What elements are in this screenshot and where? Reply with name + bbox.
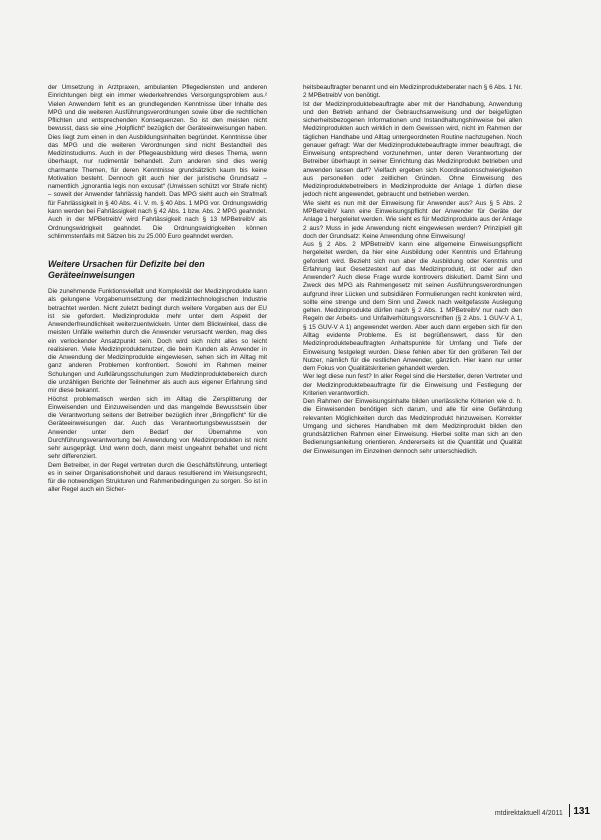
paragraph: Aus § 2 Abs. 2 MPBetreibV kann eine allgemeine Einweisungspflicht hergeleitet werden, da hier eine Ausbildung oder Kenntnis und Erfahrung gefordert wird. Bezieht sich nun aber die Ausbildung oder Kenntnis und Erfahrung laut Gesetzestext auf das Medizinprodukt, ist oder auf den Anwender? Auch diese Frage wurde kontrovers diskutiert. Damit Sinn und Zweck des MPG als Rahmengesetz mit seinen Ausführungsverordnungen aufgrund ihrer Lücken und subsidiären Formulierungen recht konkreten wird, sollte eine strenge und dem Sinn und Zweck nach weitgefasste Auslegung gelten. Medizinprodukte dürfen nach § 2 Abs. 1 MPBetreibV nur nach den Regeln der Arbeits- und Unfallverhütungsvorschriften (§ 2 Abs. 1 GUV-V A 1, § 15 GUV-V A 1) angewendet werden. Aber auch dann ergeben sich für den Alltag evidente Probleme. Es ist begrüßenswert, dass für den Medizinproduktebeauftragten Anhaltspunkte für Umfang und Tiefe der Einweisung festgelegt wurden. Diese fehlen aber für den größeren Teil der Nutzer, nämlich für die restlichen Anwender, gänzlich. Hier kann nur unter dem Fokus von Qualitätskriterien gehandelt werden.: [303, 241, 522, 373]
paragraph: Die zunehmende Funktionsvielfalt und Komplexität der Medizinprodukte kann als gelungene Vorgabenumsetzung der medizintechnologischen Industrie betrachtet werden. Nicht zuletzt bedingt durch weitere Vorgaben aus der EU ist sie gefordert. Medizinprodukte mehr unter dem Aspekt der Anwenderfreundlichkeit weiterzuentwickeln. Unter dem Blickwinkel, dass die meisten Unfälle weiterhin durch die Anwender verursacht werden, mag dies ein verlockender Ansatzpunkt sein. Doch wird sich nicht alles so leicht realisieren. Viele Medizinproduktenutzer, die beim Kunden als Anwender in die Anwendung der Medizinprodukte eingewiesen, sehen sich im Alltag mit ganz anderen Problemen konfrontiert. Sowohl im Rahmen meiner Schulungen und Aufklärungsschulungen zum Medizinproduktebereich durch die unzähligen Berichte der Teilnehmer als auch aus eigener Erfahrung sind mir diese bekannt.: [48, 288, 267, 395]
page-footer: [470, 803, 590, 817]
footer-divider: [569, 804, 571, 817]
right-column: [303, 84, 522, 456]
paragraph: Ist der Medizinproduktebeauftragte aber mit der Handhabung, Anwendung und den Betrieb anhand der Gebrauchsanweisung und der beigefügten sicherheitsbezogenen Informationen und Instandhaltungshinweise bei allen Medizinprodukten auch wirklich in dem Gewissen wird, nicht im Rahmen der täglichen Handhabe und Alltag untergeordneten Routine nachzugehen. Noch genauer gefragt: War der Medizinproduktebeauftragte immer beauftragt, die Einweisung entsprechend vorzunehmen, unter deren Verantwortung der Betreiber überhaupt in seiner Einrichtung das Medizinprodukt betrieben und anwenden lassen darf? Vielfach ergeben sich Koordinationsschwierigkeiten aus personellen oder zeitlichen Gründen. Ohne Einweisung des Medizinproduktebetreibers in Medizinprodukte der Anlage 1 dürfen diese jedoch nicht angewendet, gebraucht und betrieben werden.: [303, 100, 522, 199]
paragraph: Höchst problematisch werden sich im Alltag die Zersplitterung der Einweisenden und Einzuweisenden und das mangelnde Bewusstsein über die Verantwortung seitens der Betreiber bezüglich ihrer „Bringpflicht“ für die Geräteeinweisungen dar. Auch das Verantwortungsbewusstsein der Anwender unter dem Bedarf der Übernahme von Durchführungsverantwortung bei Anwendung von Medizinprodukten ist nicht sehr ausgeprägt. Und wenn doch, dann meist ungeahnt behaftet und nicht sehr differenziert.: [48, 395, 267, 461]
section-heading: Weitere Ursachen für Defizite bei den Geräteeinweisungen: [48, 259, 205, 280]
paragraph: der Umsetzung in Arztpraxen, ambulanten Pflegediensten und anderen Einrichtungen birgt ein immer wiederkehrendes Versorgungsproblem aus.² Vielen Anwendern fehlt es an grundlegenden Kenntnisse über Inhalte des MPG und die weiteren Ausführungsverordnungen sowie über die rechtlichen Pflichten und entsprechenden Konsequenzen. So ist den meisten nicht bewusst, dass sie eine „Holpflicht“ bezüglich der Geräteeinweisungen haben. Dies liegt zum einen in den Ausbildungsinhalten begründet. Kenntnisse über das MPG und die weiteren Verordnungen sind nicht Bestandteil des Medizinstudiums. Auch in der Pflegeausbildung wird dieses Thema, wenn überhaupt, nur rudimentär behandelt. Zum anderen sind dies wenig charmante Themen, für deren Kenntnisse grundsätzlich kaum bis keine Motivation besteht. Dennoch gilt auch hier der juristische Grundsatz – namentlich „ignorantia legis non excusat“ (Unwissen schützt vor Strafe nicht) – soweit der Anwender fahrlässig handelt. Das MPG sieht auch ein Strafmaß für Fahrlässigkeit in § 40 Abs. 4 i. V. m. § 40 Abs. 1 MPG vor. Ordnungswidrig kann werden bei Fahrlässigkeit nach § 42 Abs. 1 bzw. Abs. 2 MPG geahndet. Auch in der MPBetreibV wird Fahrlässigkeit nach § 13 MPBetreibV als Ordnungswidrigkeit geahndet. Die Ordnungswidrigkeiten können schlimmstenfalls mit Sätzen bis zu 25.000 Euro geahndet werden.: [48, 84, 267, 240]
page-number: 131: [573, 806, 590, 817]
left-column: [48, 84, 267, 495]
paragraph: Wie sieht es nun mit der Einweisung für Anwender aus? Aus § 5 Abs. 2 MPBetreibV kann eine Einweisungspflicht der Anwender für Geräte der Anlage 1 hergeleitet werden. Wie sieht es für Medizinprodukte aus der Anlage 2 aus? Muss in jede Anwendung nicht eingewiesen werden? Prinzipiell gilt doch der Grundsatz: Keine Anwendung ohne Einweisung!: [303, 199, 522, 240]
paragraph: Dem Betreiber, in der Regel vertreten durch die Geschäftsführung, unterliegt es in seiner Organisationshoheit und daraus resultierend im Weisungsrecht, für die notwendigen Strukturen und Rahmenbedingungen zu sorgen. So ist in aller Regel auch ein Sicher-: [48, 461, 267, 494]
paragraph: heitsbeauftragter benannt und ein Medizinprodukteberater nach § 6 Abs. 1 Nr. 2 MPBetreibV von benötigt.: [303, 84, 522, 100]
journal-issue: mtdirektaktuell 4/2011: [494, 810, 563, 817]
paragraph: Den Rahmen der Einweisungsinhalte bilden unerlässliche Kriterien wie d. h. die Einweisenden benötigen sich darum, und alle für eine Gefährdung relevanten Möglichkeiten durch das Medizinprodukt hinzuweisen. Korrekter Umgang und sicheres Handhaben mit dem Medizinprodukt bilden den grundsätzlichen Rahmen einer Einweisung. Hierbei sollte man sich an den Bedienungsanleitung orientieren. Andererseits ist die Quantität und Qualität der Einweisungen im Einzelnen dennoch sehr unterschiedlich.: [303, 398, 522, 455]
paragraph: Wer legt diese nun fest? In aller Regel sind die Hersteller, deren Vertreter und der Medizinproduktebeauftragte für die Einweisung und Festlegung der Kriterien verantwortlich.: [303, 373, 522, 397]
